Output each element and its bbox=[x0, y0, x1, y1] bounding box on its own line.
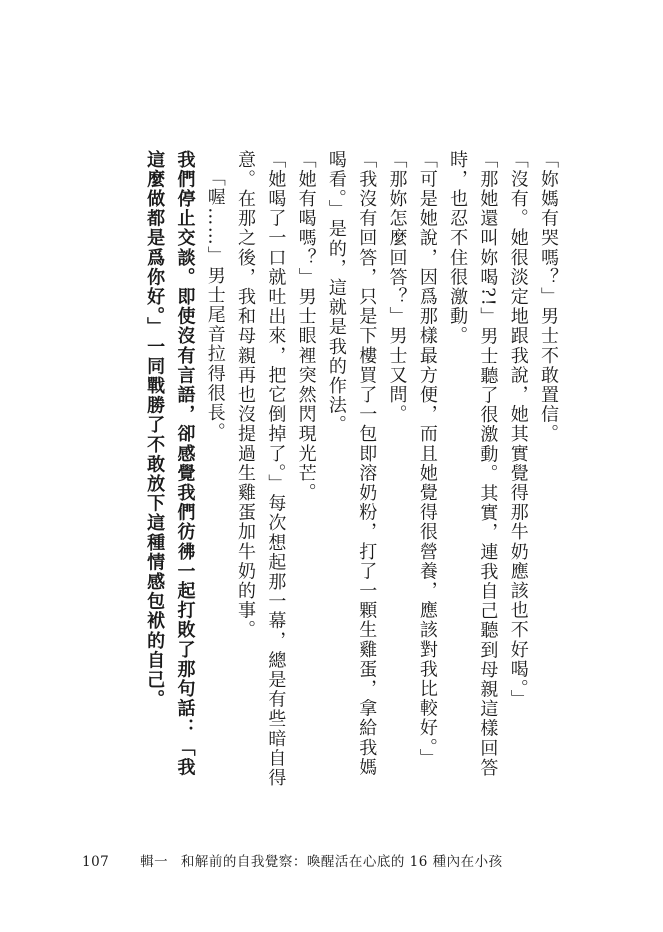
page-number: 107 bbox=[82, 854, 110, 870]
chapter-label: 輯一 bbox=[140, 854, 169, 870]
paragraph-10: 我們停止交談。即使沒有言語，卻感覺我們彷彿一起打敗了那句話：「我這麼做都是爲你好。」一同戰勝了不敢放下這種情感包袱的自己。 bbox=[144, 150, 196, 778]
paragraph-3: 「那她還叫妳喝?!」男士聽了很激動。其實，連我自己聽到母親這樣回答時，也忍不住很激動。 bbox=[447, 150, 499, 778]
paragraph-9: 「喔……」男士尾音拉得很長。 bbox=[204, 168, 226, 443]
paragraph-7: 「她有喝嗎？」男士眼裡突然閃現光芒。 bbox=[295, 150, 317, 503]
paragraph-6: 「我沒有回答，只是下樓買了一包即溶奶粉，打了一顆生雞蛋，拿給我媽喝看。」是的，這就是我的作法。 bbox=[325, 150, 378, 778]
vertical-text-block bbox=[139, 150, 563, 790]
paragraph-5: 「那妳怎麼回答？」男士又問。 bbox=[386, 150, 408, 425]
paragraph-8: 「她喝了一口就吐出來，把它倒掉了。」每次想起那一幕，總是有些暗自得意。在那之後，我和母親再也沒提過生雞蛋加牛奶的事。 bbox=[235, 150, 287, 788]
paragraph-2: 「沒有。她很淡定地跟我說，她其實覺得那牛奶應該也不好喝。」 bbox=[507, 150, 529, 710]
chapter-title: 和解前的自我覺察：喚醒活在心底的 16 種內在小孩 bbox=[180, 854, 503, 870]
paragraph-4: 「可是她說，因爲那樣最方便，而且她覺得很營養，應該對我比較好。」 bbox=[416, 150, 438, 769]
paragraph-1: 「妳媽有哭嗎？」男士不敢置信。 bbox=[538, 150, 559, 444]
page-footer bbox=[82, 850, 503, 870]
